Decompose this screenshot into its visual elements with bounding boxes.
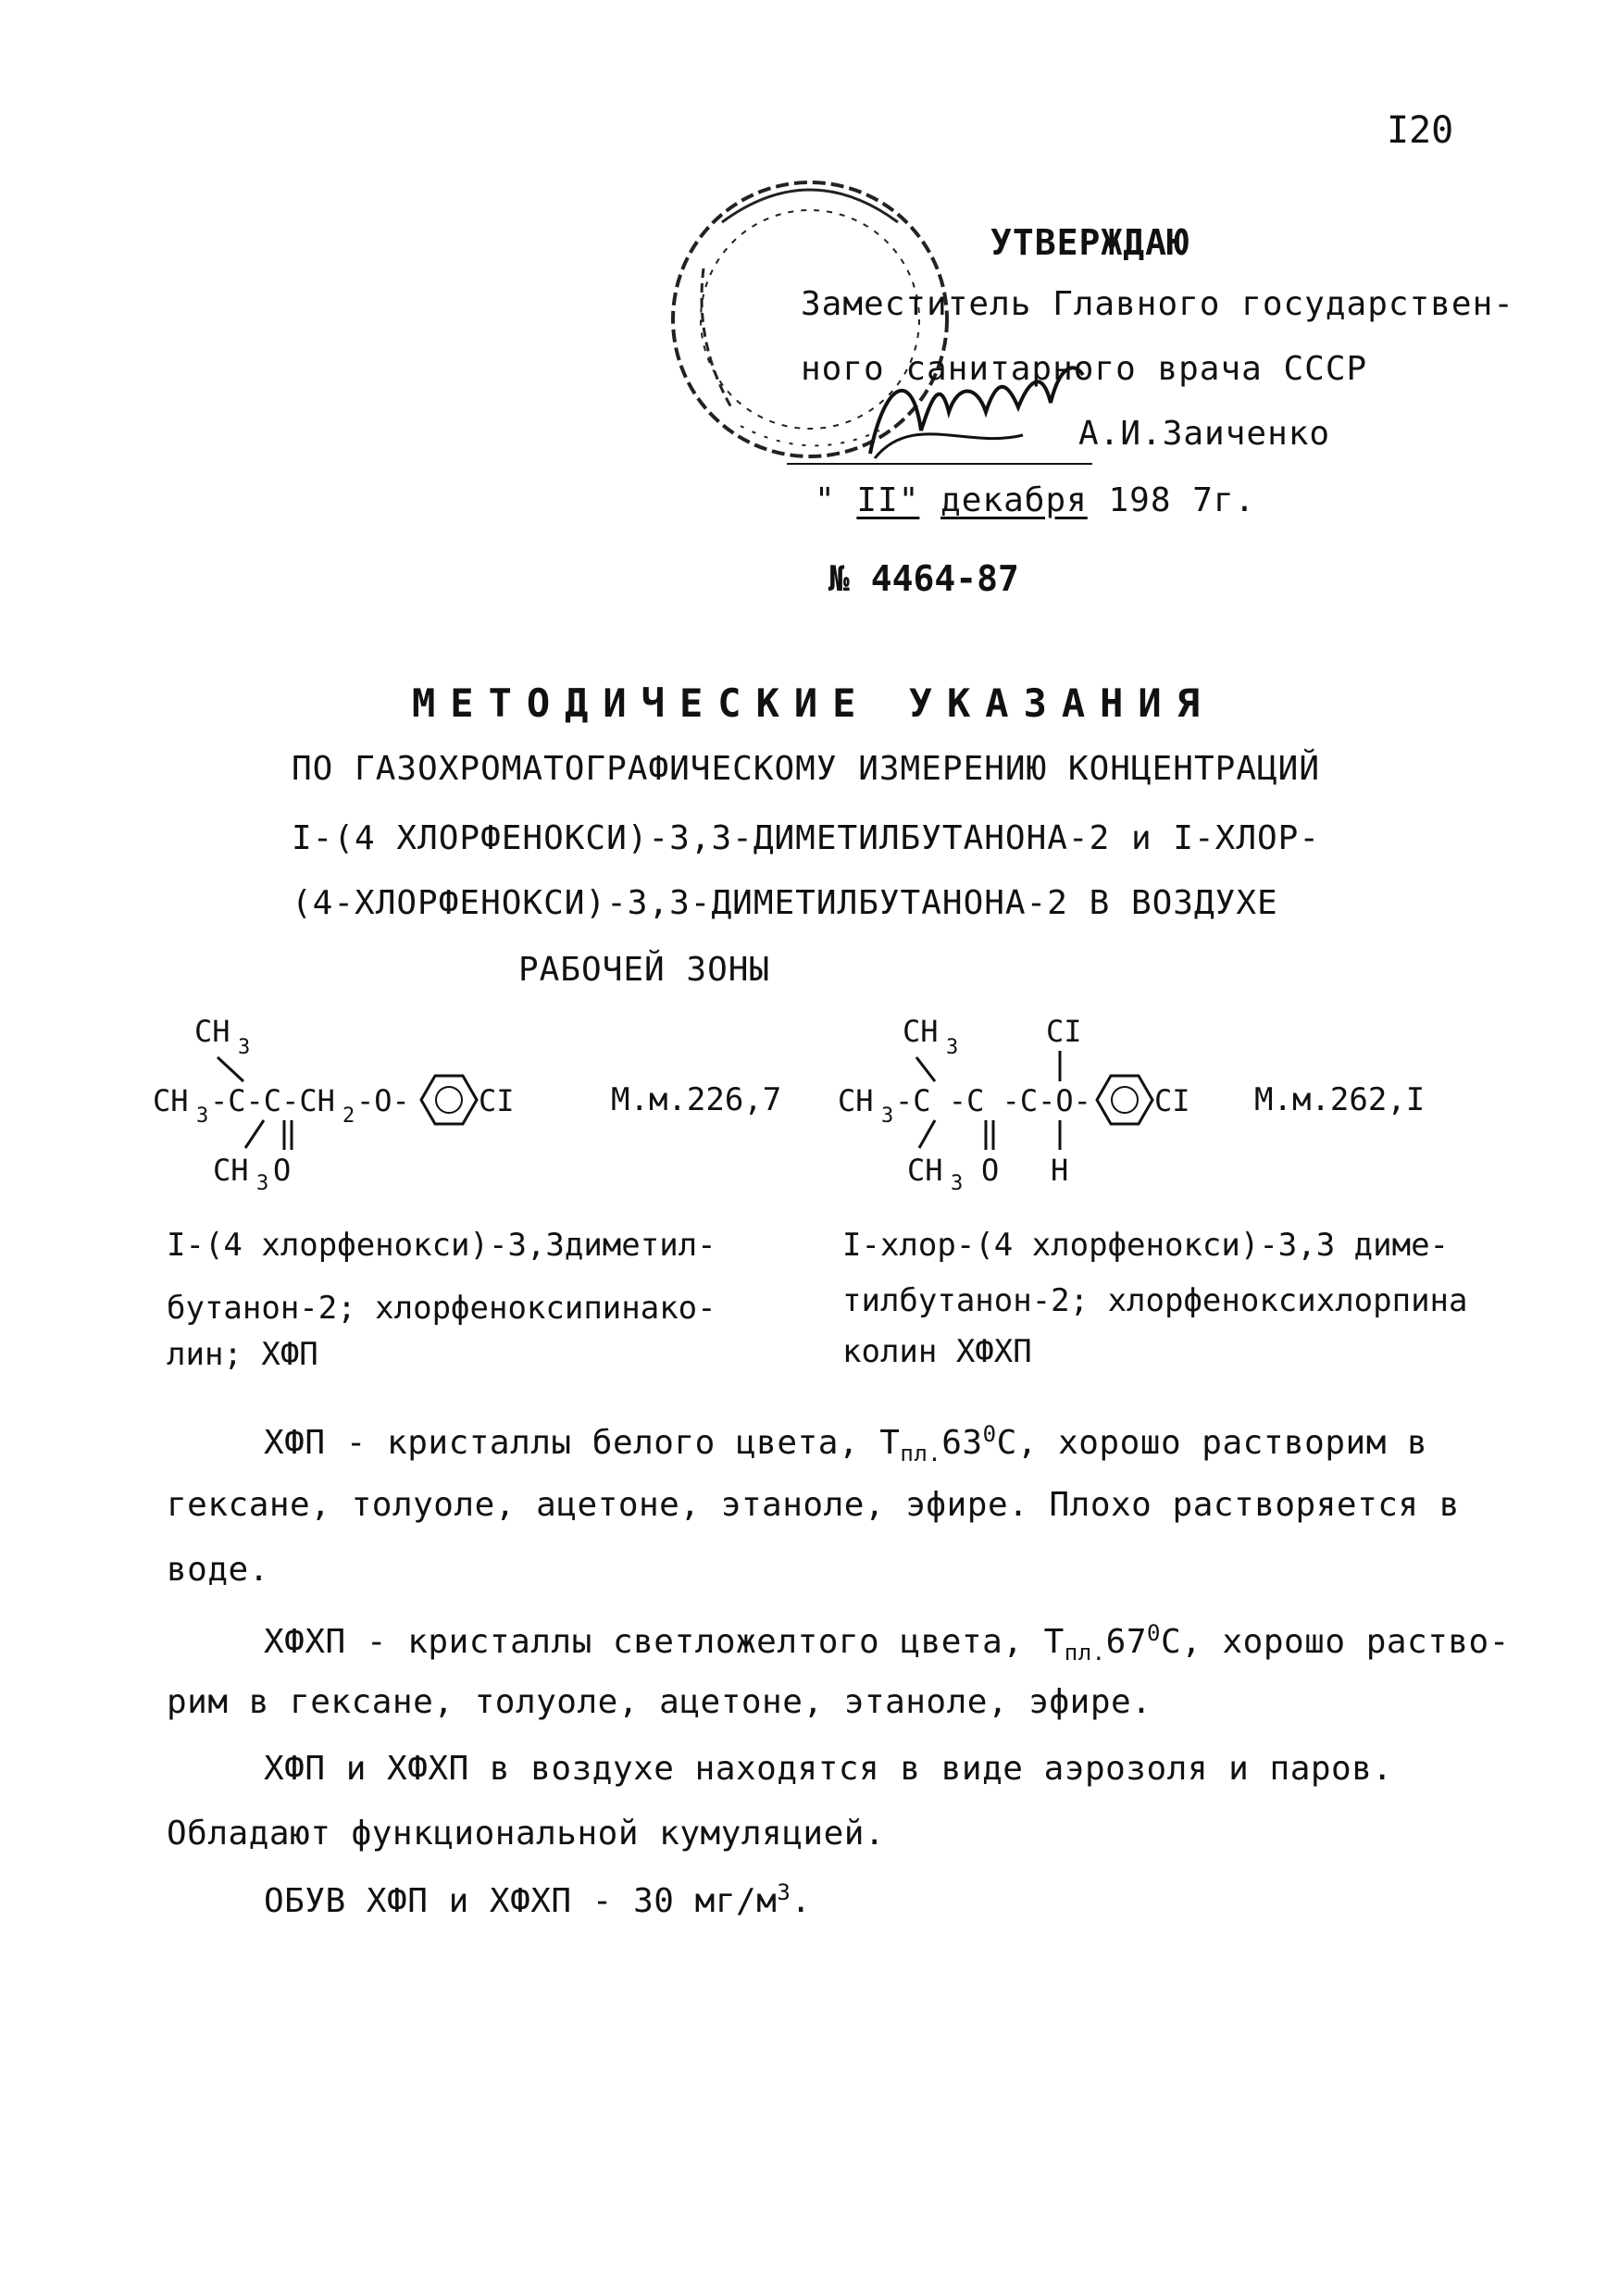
svg-text:CI: CI bbox=[1154, 1083, 1190, 1118]
compound2-caption-line3: колин ХФХП bbox=[842, 1333, 1032, 1370]
title-line2: ПО ГАЗОХРОМАТОГРАФИЧЕСКОМУ ИЗМЕРЕНИЮ КОНЦЕНТРАЦИЙ bbox=[292, 750, 1321, 788]
compound2-caption-line1: I-хлор-(4 хлорфенокси)-3,3 диме- bbox=[842, 1227, 1450, 1264]
p2-text-a: ХФХП - кристаллы светложелтого цвета, Т bbox=[264, 1623, 1065, 1661]
compound1-caption-line2: бутанон-2; хлорфеноксипинако- bbox=[167, 1290, 716, 1327]
date-year-prefix: 198 bbox=[1108, 481, 1172, 519]
p1-text-a: ХФП - кристаллы белого цвета, Т bbox=[264, 1424, 901, 1462]
svg-text:2: 2 bbox=[342, 1104, 355, 1128]
paragraph3-line1: ХФП и ХФХП в воздухе находятся в виде аэрозоля и паров. bbox=[264, 1750, 1393, 1788]
svg-text:CI: CI bbox=[479, 1083, 515, 1118]
svg-text:3: 3 bbox=[881, 1104, 894, 1128]
structural-formula-1 bbox=[153, 1009, 616, 1204]
svg-text:3: 3 bbox=[256, 1172, 269, 1195]
approval-date bbox=[815, 481, 1255, 519]
title-line5: РАБОЧЕЙ ЗОНЫ bbox=[518, 951, 771, 989]
paragraph1-line2: гексане, толуоле, ацетоне, этаноле, эфире. Плохо растворяется в bbox=[167, 1486, 1460, 1524]
p2-sub: пл. bbox=[1064, 1640, 1106, 1666]
approval-heading: УТВЕРЖДАЮ bbox=[990, 222, 1189, 263]
p1-text-b: 63 bbox=[941, 1424, 983, 1462]
p2-text-c: С, хорошо раство- bbox=[1160, 1623, 1510, 1661]
svg-text:CH: CH bbox=[213, 1153, 249, 1188]
p1-sup: 0 bbox=[982, 1421, 997, 1447]
structural-formula-2 bbox=[838, 1009, 1236, 1204]
svg-text:O: O bbox=[981, 1153, 1000, 1188]
compound1-caption-line1: I-(4 хлорфенокси)-3,3диметил- bbox=[167, 1227, 716, 1264]
svg-text:3: 3 bbox=[196, 1104, 209, 1128]
approval-position-line1: Заместитель Главного государствен- bbox=[801, 285, 1514, 323]
page-number: I20 bbox=[1387, 109, 1454, 152]
paragraph2-line1 bbox=[264, 1620, 1510, 1666]
svg-text:CH: CH bbox=[838, 1083, 874, 1118]
document-number: № 4464-87 bbox=[828, 558, 1019, 599]
approver-name: А.И.Заиченко bbox=[1078, 415, 1331, 453]
paragraph3-line2: Обладают функциональной кумуляцией. bbox=[167, 1815, 886, 1853]
paragraph1-line3: воде. bbox=[167, 1551, 269, 1589]
compound2-molar-mass: М.м.262,I bbox=[1254, 1081, 1426, 1118]
svg-text:3: 3 bbox=[951, 1172, 964, 1195]
date-year-suffix: 7г. bbox=[1192, 481, 1256, 519]
signature-line bbox=[787, 463, 1092, 465]
svg-text:CI: CI bbox=[1046, 1014, 1082, 1049]
date-day: II" bbox=[856, 481, 920, 519]
p4-text-a: ОБУВ ХФП и ХФХП - 30 мг/м bbox=[264, 1882, 778, 1920]
svg-text:CH: CH bbox=[903, 1014, 939, 1049]
svg-text:3: 3 bbox=[946, 1036, 959, 1059]
paragraph2-line2: рим в гексане, толуоле, ацетоне, этаноле, эфире. bbox=[167, 1683, 1152, 1721]
p2-sup: 0 bbox=[1147, 1620, 1161, 1646]
compound1-caption-line3: лин; ХФП bbox=[167, 1336, 318, 1373]
date-quote: " bbox=[815, 481, 836, 519]
paragraph4-line1 bbox=[264, 1879, 812, 1920]
p1-text-c: С, хорошо растворим в bbox=[996, 1424, 1428, 1462]
svg-text:-O-: -O- bbox=[356, 1083, 410, 1118]
approval-position-line2: ного санитарного врача СССР bbox=[801, 350, 1368, 388]
title-line4: (4-ХЛОРФЕНОКСИ)-3,3-ДИМЕТИЛБУТАНОНА-2 В ВОЗДУХЕ bbox=[292, 884, 1278, 922]
svg-text:CH: CH bbox=[194, 1014, 230, 1049]
svg-text:H: H bbox=[1051, 1153, 1069, 1188]
title-line3: I-(4 ХЛОРФЕНОКСИ)-3,3-ДИМЕТИЛБУТАНОНА-2 и I-ХЛОР- bbox=[292, 819, 1321, 857]
p4-text-b: . bbox=[791, 1882, 812, 1920]
p4-sup: 3 bbox=[777, 1879, 791, 1905]
date-month: декабря bbox=[940, 481, 1088, 519]
svg-text:3: 3 bbox=[238, 1036, 251, 1059]
svg-text:-C -C -C-O-: -C -C -C-O- bbox=[895, 1083, 1091, 1118]
paragraph1-line1 bbox=[264, 1421, 1427, 1466]
document-title: МЕТОДИЧЕСКИЕ УКАЗАНИЯ bbox=[412, 680, 1215, 726]
p2-text-b: 67 bbox=[1105, 1623, 1147, 1661]
p1-sub: пл. bbox=[900, 1441, 942, 1467]
compound2-caption-line2: тилбутанон-2; хлорфеноксихлорпина bbox=[842, 1282, 1468, 1319]
svg-text:CH: CH bbox=[907, 1153, 943, 1188]
svg-text:-C-C-CH: -C-C-CH bbox=[210, 1083, 335, 1118]
compound1-molar-mass: М.м.226,7 bbox=[611, 1081, 782, 1118]
svg-text:CH: CH bbox=[153, 1083, 189, 1118]
svg-text:O: O bbox=[273, 1153, 292, 1188]
